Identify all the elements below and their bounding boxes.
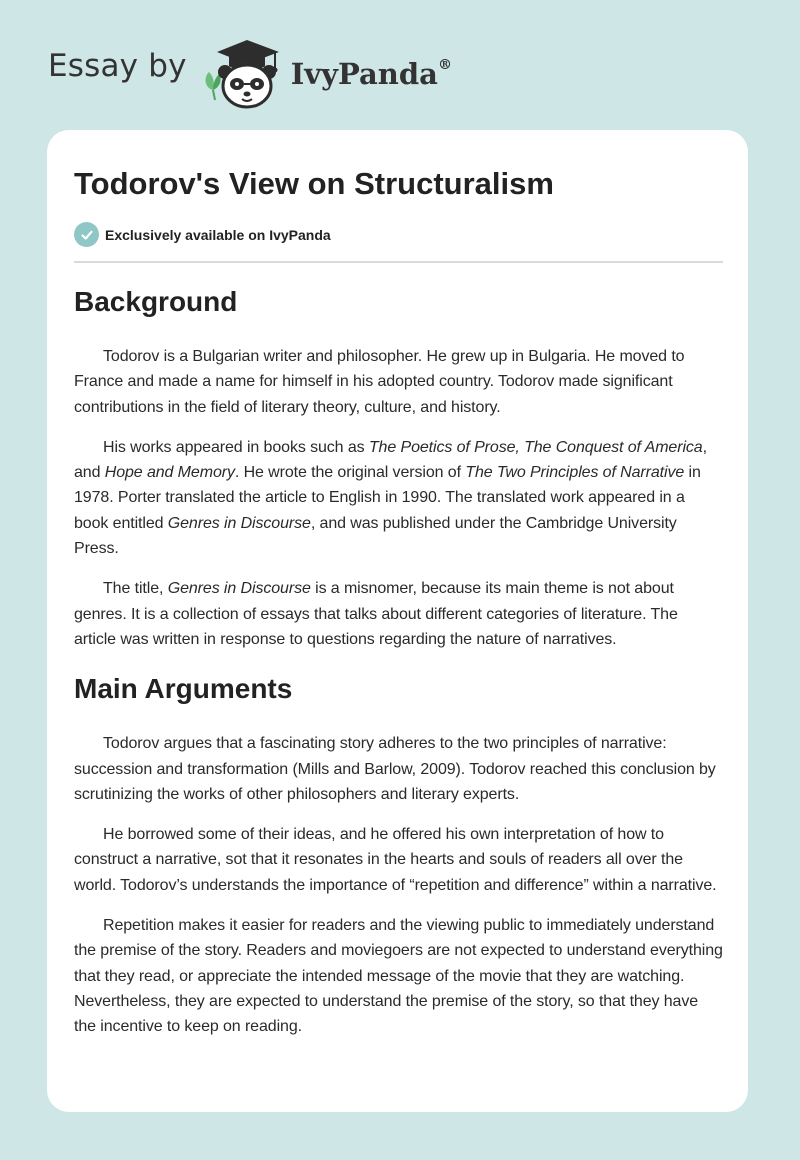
page-title: Todorov's View on Structuralism (74, 166, 554, 201)
exclusive-badge-label: Exclusively available on IvyPanda (105, 226, 331, 243)
exclusive-badge (74, 222, 331, 247)
essay-by-label: Essay by (48, 48, 187, 84)
title-divider (74, 261, 723, 263)
site-header (48, 34, 452, 110)
italic-title: The Poetics of Prose, The Conquest of America (368, 438, 703, 456)
essay-card (47, 130, 748, 1112)
brand-name: IvyPanda® (290, 57, 452, 91)
section-heading-main-arguments: Main Arguments (74, 673, 293, 705)
section-heading-background: Background (74, 286, 238, 317)
italic-title: Hope and Memory (104, 464, 235, 482)
paragraph: The title, Genres in Discourse is a misnomer, because its main theme is not about genres. It is a collection of essays that talks about different categories of literature. The article was written in response to questions regarding the nature of narratives. (74, 580, 678, 648)
paragraph: Todorov is a Bulgarian writer and philosopher. He grew up in Bulgaria. He moved to France and made a name for himself in his adopted country. Todorov made significant contributions in the field of literary theory, culture, and history. (74, 348, 685, 416)
check-circle-icon (74, 222, 99, 247)
italic-title: Genres in Discourse (167, 514, 311, 532)
paragraph: His works appeared in books such as The Poetics of Prose, The Conquest of America, and Hope and Memory. He wrote the original version of The Two Principles of Narrative in 1978. Porter translated the article to English in 1990. The translated work appeared in a book entitled Genres in Discourse, and was published under the Cambridge University Press. (74, 438, 707, 558)
paragraph: Repetition makes it easier for readers and the viewing public to immediately understand the premise of the story. Readers and moviegoers are not expected to understand everything that they read, or appreciate the intended message of the movie that they are watching. Nevertheless, they are expected to understand the premise of the story, so that they have the incentive to keep on reading. (74, 917, 723, 1036)
paragraph: Todorov argues that a fascinating story adheres to the two principles of narrative: succession and transformation (Mills and Barlow, 2009). Todorov reached this conclusion by scrutinizing the works of other philosophers and literary experts. (74, 735, 716, 803)
paragraph: He borrowed some of their ideas, and he offered his own interpretation of how to construct a narrative, sot that it resonates in the hearts and souls of readers all over the world. Todorov’s understands the importance of “repetition and difference” within a narrative. (74, 826, 717, 894)
italic-title: Genres in Discourse (167, 580, 311, 598)
essay-body (74, 280, 723, 1055)
italic-title: The Two Principles of Narrative (465, 464, 685, 482)
panda-graduate-icon (201, 34, 285, 110)
